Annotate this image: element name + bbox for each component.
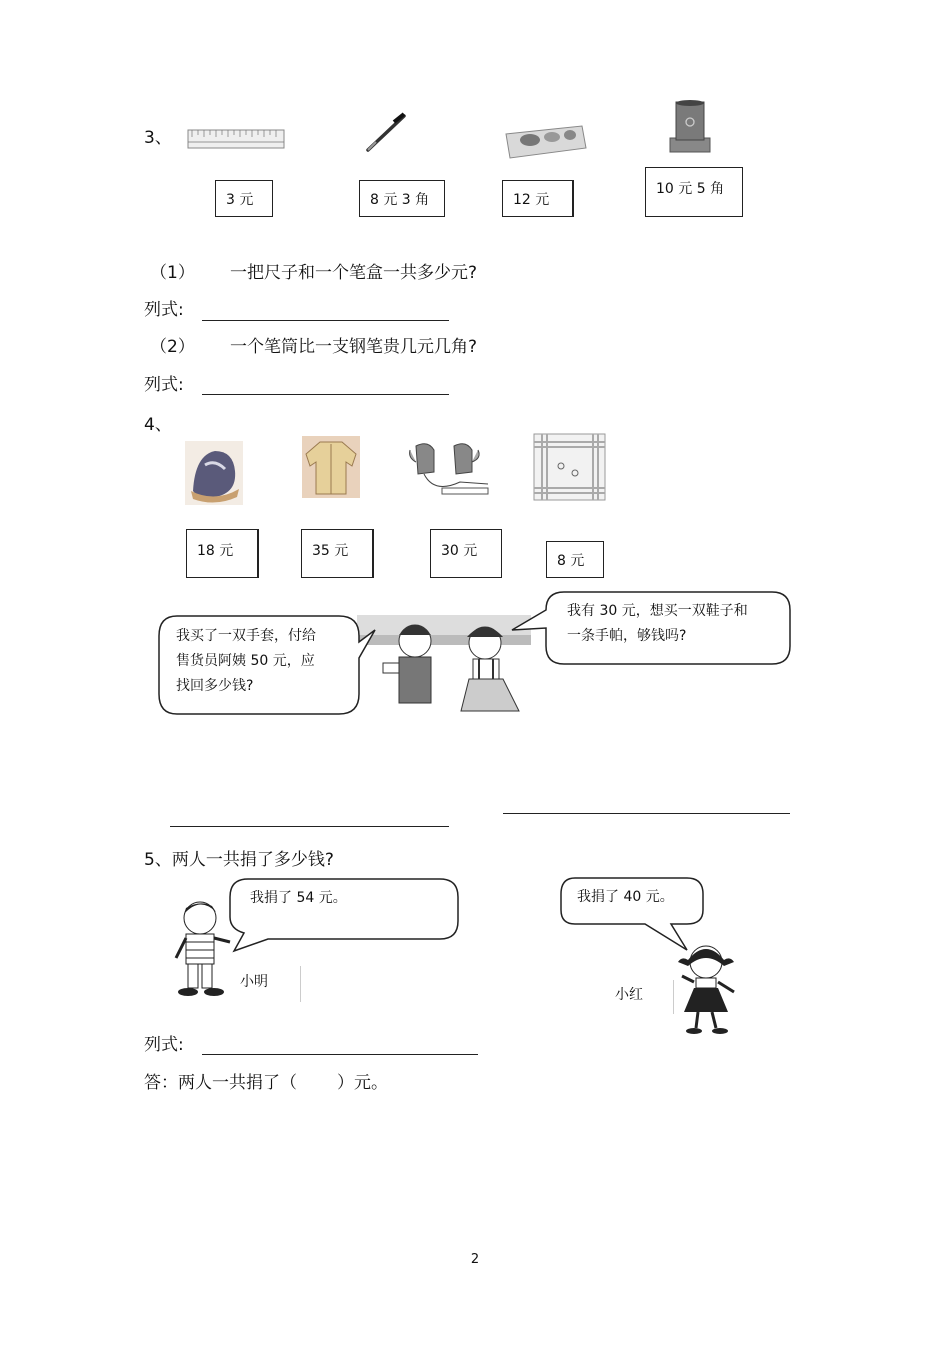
boy-xiaoming-illustration <box>172 898 236 998</box>
pencil-case-icon <box>504 120 588 160</box>
bubble-right-line: 我有 30 元，想买一双鞋子和 <box>567 603 748 619</box>
girl-xiaohong-illustration <box>670 942 742 1036</box>
price-box-hat <box>186 529 259 578</box>
answer-suffix: ）元。 <box>337 1073 388 1093</box>
girl-name-label: 小红 <box>615 987 643 1003</box>
bubble-left-line: 找回多少钱? <box>176 678 254 694</box>
sub-question-1-label: （1） <box>150 263 195 283</box>
mittens-icon <box>404 436 490 496</box>
divider <box>300 966 301 1002</box>
pen-holder-icon <box>666 100 714 154</box>
price-label: 8 元 <box>557 552 585 569</box>
price-box-sweater <box>301 529 374 578</box>
boy-name-label: 小明 <box>240 974 268 990</box>
formula-label-2: 列式: <box>144 375 184 395</box>
formula-label-5: 列式: <box>144 1035 184 1055</box>
price-box-handkerchief <box>546 541 604 578</box>
pen-icon <box>364 112 408 154</box>
answer-prefix: 答：两人一共捐了（ <box>144 1073 297 1093</box>
answer-line-2[interactable] <box>202 394 449 395</box>
question-5-text: 5、两人一共捐了多少钱? <box>144 850 334 870</box>
price-box-ruler <box>215 180 273 217</box>
price-box-pen-holder <box>645 167 743 217</box>
formula-label-1: 列式: <box>144 300 184 320</box>
price-label: 10 元 5 角 <box>656 181 725 197</box>
question-3-number: 3、 <box>144 128 172 148</box>
page-number: 2 <box>470 1252 480 1267</box>
answer-line-left[interactable] <box>170 826 449 827</box>
hat-icon <box>185 441 243 505</box>
girl-speech-text: 我捐了 40 元。 <box>577 889 674 905</box>
handkerchief-icon <box>533 433 606 501</box>
price-label: 12 元 <box>513 191 550 208</box>
sub-question-2-label: （2） <box>150 337 195 357</box>
ruler-icon <box>188 128 286 150</box>
sub-question-1-text: 一把尺子和一个笔盒一共多少元? <box>230 263 478 283</box>
price-label: 30 元 <box>441 543 478 559</box>
bubble-left-text <box>176 624 316 699</box>
bubble-left-line: 我买了一双手套，付给 <box>176 628 316 644</box>
bubble-left-line: 售货员阿姨 50 元，应 <box>176 653 315 669</box>
sweater-icon <box>302 436 360 498</box>
bubble-right-line: 一条手帕，够钱吗? <box>567 628 687 644</box>
boy-speech-text: 我捐了 54 元。 <box>250 890 347 906</box>
price-label: 18 元 <box>197 543 234 559</box>
answer-line-1[interactable] <box>202 320 449 321</box>
price-label: 35 元 <box>312 543 349 559</box>
answer-line-right[interactable] <box>503 813 790 814</box>
children-illustration <box>357 615 531 713</box>
bubble-right-text <box>567 599 748 649</box>
sub-question-2-text: 一个笔筒比一支钢笔贵几元几角? <box>230 337 478 357</box>
price-label: 8 元 3 角 <box>370 191 430 208</box>
price-box-mittens <box>430 529 502 578</box>
divider <box>673 980 674 1014</box>
price-box-pen <box>359 180 445 217</box>
answer-line-5[interactable] <box>202 1054 478 1055</box>
question-4-number: 4、 <box>144 415 172 435</box>
price-label: 3 元 <box>226 191 254 208</box>
answer-sentence <box>144 1073 388 1093</box>
price-box-pencil-case <box>502 180 574 217</box>
